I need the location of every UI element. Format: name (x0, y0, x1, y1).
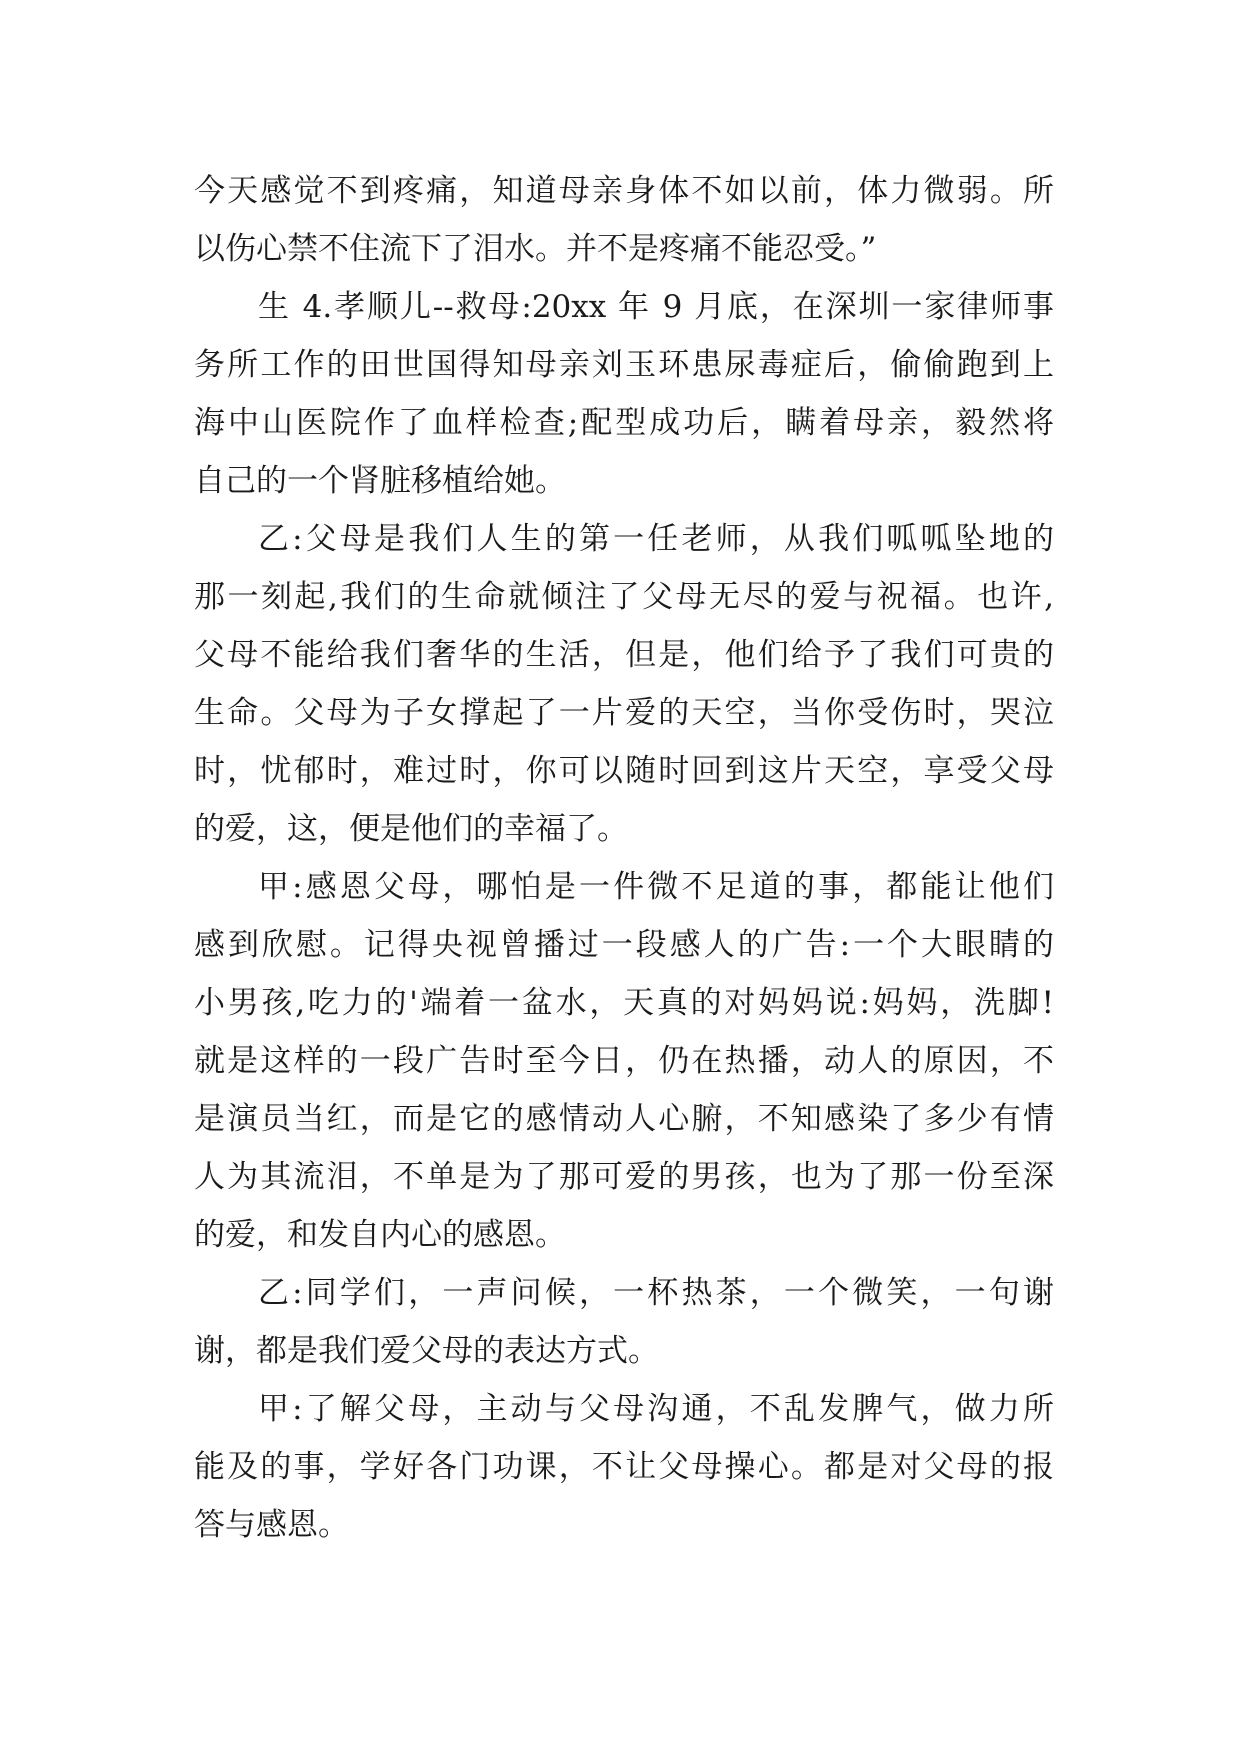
text-line: 海中山医院作了血样检查;配型成功后，瞒着母亲，毅然将 (194, 405, 1054, 441)
paragraph-speaker-jia-1 (194, 858, 1054, 1264)
text-line: 乙:父母是我们人生的第一任老师，从我们呱呱坠地的 (258, 521, 1054, 557)
text-line: 以伤心禁不住流下了泪水。并不是疼痛不能忍受。” (194, 231, 877, 267)
text-line: 父母不能给我们奢华的生活，但是，他们给予了我们可贵的 (194, 637, 1054, 673)
paragraph-speaker-yi-1 (194, 510, 1054, 858)
text-line: 今天感觉不到疼痛，知道母亲身体不如以前，体力微弱。所 (194, 173, 1054, 209)
paragraph-speaker-jia-2 (194, 1380, 1054, 1554)
text-line: 谢，都是我们爱父母的表达方式。 (194, 1333, 659, 1369)
text-line: 自己的一个肾脏移植给她。 (194, 463, 566, 499)
document-body (194, 162, 1054, 1554)
text-line: 甲:了解父母，主动与父母沟通，不乱发脾气，做力所 (258, 1391, 1054, 1427)
paragraph-speaker-yi-2 (194, 1264, 1054, 1380)
text-line: 的爱，这，便是他们的幸福了。 (194, 811, 628, 847)
text-line: 能及的事，学好各门功课，不让父母操心。都是对父母的报 (194, 1449, 1054, 1485)
text-line: 那一刻起,我们的生命就倾注了父母无尽的爱与祝福。也许, (194, 579, 1054, 615)
text-line: 甲:感恩父母，哪怕是一件微不足道的事，都能让他们 (258, 869, 1054, 905)
text-line: 是演员当红，而是它的感情动人心腑，不知感染了多少有情 (194, 1101, 1054, 1137)
text-line: 答与感恩。 (194, 1507, 349, 1543)
text-line: 时，忧郁时，难过时，你可以随时回到这片天空，享受父母 (194, 753, 1054, 789)
text-line: 乙:同学们，一声问候，一杯热茶，一个微笑，一句谢 (258, 1275, 1054, 1311)
text-line: 小男孩,吃力的'端着一盆水，天真的对妈妈说:妈妈，洗脚! (194, 985, 1054, 1021)
text-line: 就是这样的一段广告时至今日，仍在热播，动人的原因，不 (194, 1043, 1054, 1079)
text-line: 的爱，和发自内心的感恩。 (194, 1217, 566, 1253)
text-line: 生 4.孝顺儿--救母:20xx 年 9 月底，在深圳一家律师事 (258, 289, 1054, 325)
text-line: 生命。父母为子女撑起了一片爱的天空，当你受伤时，哭泣 (194, 695, 1054, 731)
text-line: 人为其流泪，不单是为了那可爱的男孩，也为了那一份至深 (194, 1159, 1054, 1195)
paragraph-story-4 (194, 278, 1054, 510)
text-line: 务所工作的田世国得知母亲刘玉环患尿毒症后，偷偷跑到上 (194, 347, 1054, 383)
paragraph-continuation (194, 162, 1054, 278)
text-line: 感到欣慰。记得央视曾播过一段感人的广告:一个大眼睛的 (194, 927, 1054, 963)
